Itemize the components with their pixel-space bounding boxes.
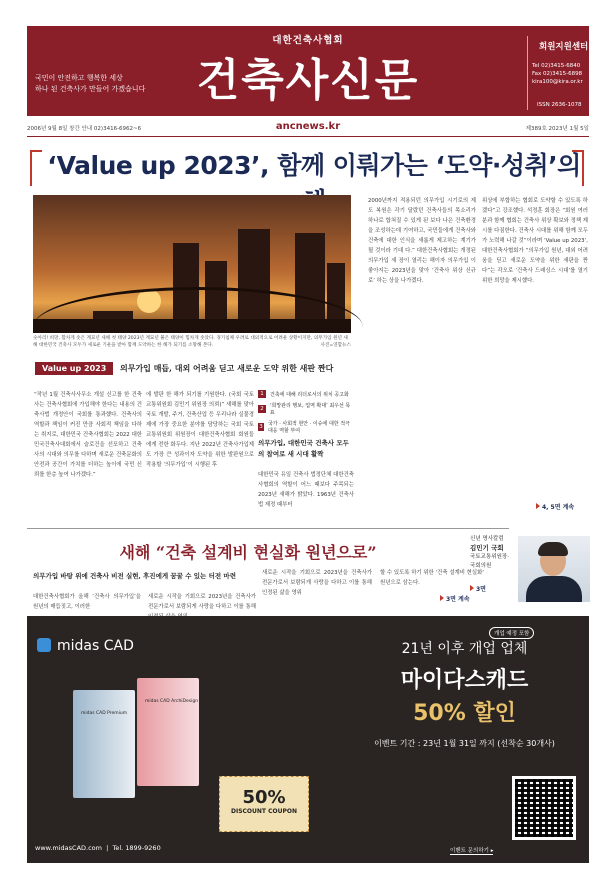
tel: Tel 02)3415-6840: [532, 63, 581, 69]
event-inquiry-link[interactable]: 이벤트 문의하기 ▸: [450, 848, 494, 854]
article-column: “작년 1월 건축사사무소 개설 신고를 한 건축사는 건축사협회에 가입해야 한다는 내용의 건축사법 개정안이 국회를 통과했다. 건축사의 역할과 책임이 커진 만큼 사회적 책임을 다하는 취지로, 대한민국 건축사협회는 2022 대한민국건축사대회에서 슬로건을 선포하고 건축사의 시대와 의무를 다하며 새로운 건축문화의 안전과 공간이 가치를 더하는 높이에 국민 신뢰를 한층 높여 나가겠다.”: [34, 392, 142, 478]
fax: Fax 02)3415-6898: [532, 71, 583, 77]
product-box: midas CAD ArchiDesign: [137, 678, 199, 786]
info-bar: [27, 121, 589, 135]
article-column: 위상에 부합하는 협회로 도약할 수 있도록 하겠다”고 강조했다. 석정훈 회장은 “회원 여러분과 함께 협회는 건축사 위상 확보와 정책 제시를 다짐한다. 건축사 시대를 위해 함께 모두가 노력해 나갈 것”이라며 ‘Value up 2023’, 대한건축사협회가 “의무가입 원년, 대외 어려움을 딛고 새로운 도약을 위한 새판을 짠다”는 각오로 ‘건축사 드래싱스 시대’를 열기 위한 희망을 제시했다.: [482, 198, 588, 284]
founded-info: 2006년 9월 8일 창간 안내 02)3416-6962~6: [27, 126, 142, 132]
ad-url[interactable]: www.midasCAD.com: [35, 844, 102, 852]
promo-discount: 50% 할인: [413, 701, 516, 726]
caption-text: 숫아리! 희망, 함차게 솟은 계묘년 새해 첫 태양 2023년 계묘년 붉은 태양이 힘차게 솟았다. 경기침체 우려로 대외적으로 어려운 상황이지만, 의무가입 원년 새해 대한민국 건축사 모두가 새로운 기운을 받아 함께 도약하는 한 해가 되기를 소망해 본다.: [33, 336, 348, 348]
arrow-icon: [440, 595, 444, 601]
key-head: 의무가입, 대한민국 건축사 모두의 참여로 새 시대 활짝: [258, 439, 349, 458]
promo-line: 21년 이후 개업 업체: [401, 641, 528, 657]
email: kira100@kira.or.kr: [532, 79, 583, 85]
photo-caption: [33, 335, 351, 349]
columnist-label: 신년 명사칼럼: [470, 536, 504, 542]
midas-cad-ad[interactable]: [27, 616, 589, 863]
article-column: 대한민국 유일 건축사 법정단체 대한건축사협회의 역할이 어느 때보다 주목되는 2023년 새해가 밝았다. 1963년 건축사법 제정 때부터: [258, 472, 354, 508]
continue-link[interactable]: 3면 계속: [440, 594, 470, 603]
issn: ISSN 2636-1078: [537, 102, 582, 108]
site-link[interactable]: ancnews.kr: [275, 121, 341, 132]
discount-coupon: 50% DISCOUNT COUPON: [219, 776, 309, 832]
divider: [27, 136, 589, 137]
qr-code-icon[interactable]: [512, 776, 576, 840]
issue-info: 제389호 2023년 1월 5일: [525, 126, 589, 132]
ad-tel: Tel. 1899-9260: [112, 844, 161, 852]
publisher-name: 대한건축사협회: [272, 35, 344, 46]
divider: [27, 528, 509, 529]
newspaper-title: 건축사신문: [196, 55, 420, 106]
divider: [527, 36, 528, 110]
contact-info: [532, 62, 583, 86]
main-headline: ‘Value up 2023’, 함께 이뤄가는 ‘도약·성취’의: [47, 151, 581, 180]
key-point: 3 국가 · 사회적 현안 · 이슈에 대한 적극 대응 역할 부여: [259, 421, 350, 434]
masthead: [27, 26, 589, 116]
section-tag: Value up 2023: [35, 362, 113, 375]
logo-icon: [37, 638, 51, 652]
continue-link[interactable]: 4, 5면 계속: [536, 502, 574, 511]
slogan-line: 국민이 안전하고 행복한 세상: [35, 74, 123, 82]
promo-pill: 개업 예정 포함: [489, 627, 534, 639]
key-point: 1 건축에 대해 리더로서의 위치 공고화: [258, 390, 354, 398]
key-point: 2 ‘희망관리 행보, 업역 확대’ 최우선 목표: [258, 402, 354, 416]
article-column: 새로운 시작을 기회으로 2023년을 건축사가 전문가로서 보람되게 사랑을 다하고 이를 통해: [148, 594, 256, 610]
article-column: 할 수 있도록 하기 위한 ‘건축 설계비 현실화’ 원년으로 삼는다.: [380, 570, 484, 586]
slogan-line: 하나 된 건축사가 만들어 가겠습니다: [35, 85, 146, 93]
continue-link[interactable]: 3면: [470, 585, 509, 594]
columnist-title: 국회의원: [470, 563, 492, 569]
columnist-portrait: [518, 536, 590, 602]
ad-footer: www.midasCAD.com | Tel. 1899-9260: [35, 844, 161, 852]
product-box: midas CAD Premium: [73, 690, 135, 798]
promo-product: 마이다스캐드: [400, 668, 529, 693]
arrow-icon: [470, 585, 474, 591]
arrow-icon: [536, 503, 540, 509]
sunrise-photo: [33, 195, 351, 333]
ground: [33, 319, 351, 333]
key-points: [258, 390, 354, 460]
member-center: 회원지원센터: [539, 42, 589, 52]
brand-logo: midas CAD: [37, 638, 134, 654]
article-column: 에 발판 한 해가 되기를 기원한다. (국회 국토교통위원회 김민기 위원장 의뢰)” 새해를 맞아 국토 개발, 주거, 건축산업 등 우리나라 실물경제에 가장 중요한 분야를 담당하는 국회 국토교통위원회 위원장이 대한건축사협회 회원들에게 전한 화두다. 지난 2022년 건축사가입제도 가장 큰 성과이자 도약을 위한 발판원으로 작용할 ‘의무가입’이 시행된 후: [146, 392, 254, 468]
columnist-box: [470, 535, 509, 594]
story-subhead: 의무가입 매듭, 대외 어려움 딛고 새로운 도약 위한 새판 짠다: [120, 363, 334, 373]
article-column: 2000년까지 적용되던 의무가입 시기로의 제도 복원은 각기 달랐던 건축사들의 목소리가 하나로 합쳐질 수 있게 된 보다 나은 건축환경을 조성하는데 기여하고, 국민들에게 건축사와 건축에 대한 인식을 새롭게 제고하는 계기가 될 것이라 기대 다.” 대한건축사협회는 개정된 의무가입 새 장이 열리는 해이자 의무가입 이 좋아지는 2023년을 맞아 ‘건축사 위상 신규로’ 하는 상을 나가겠다.: [368, 198, 476, 284]
second-headline: 새해 “건축 설계비 현실화 원년으로”: [119, 543, 377, 562]
promo-period: 이벤트 기간 : 23년 1월 31일 까지 (선착순 30개사): [374, 739, 555, 748]
second-subhead: 의무가입 바탕 위에 건축사 비전 실현, 후진에게 꿈꿀 수 있는 터전 마련: [33, 572, 236, 580]
article-column: 새로운 시작을 기회으로 2023년을 건축사가 전문가로서 보람되게 사랑을 다하고 이를 통해 인정된 삶을 영위: [262, 570, 372, 596]
columnist-title: 국토교통위원장·: [470, 554, 509, 560]
article-column: 대한건축사협회가 올해 ‘건축사 의무가입’을 원년의 매듭짓고, 이러한: [33, 594, 141, 610]
photo-credit: 사진=연합뉴스: [320, 343, 351, 348]
columnist-name: 김민기 국회: [470, 544, 504, 552]
